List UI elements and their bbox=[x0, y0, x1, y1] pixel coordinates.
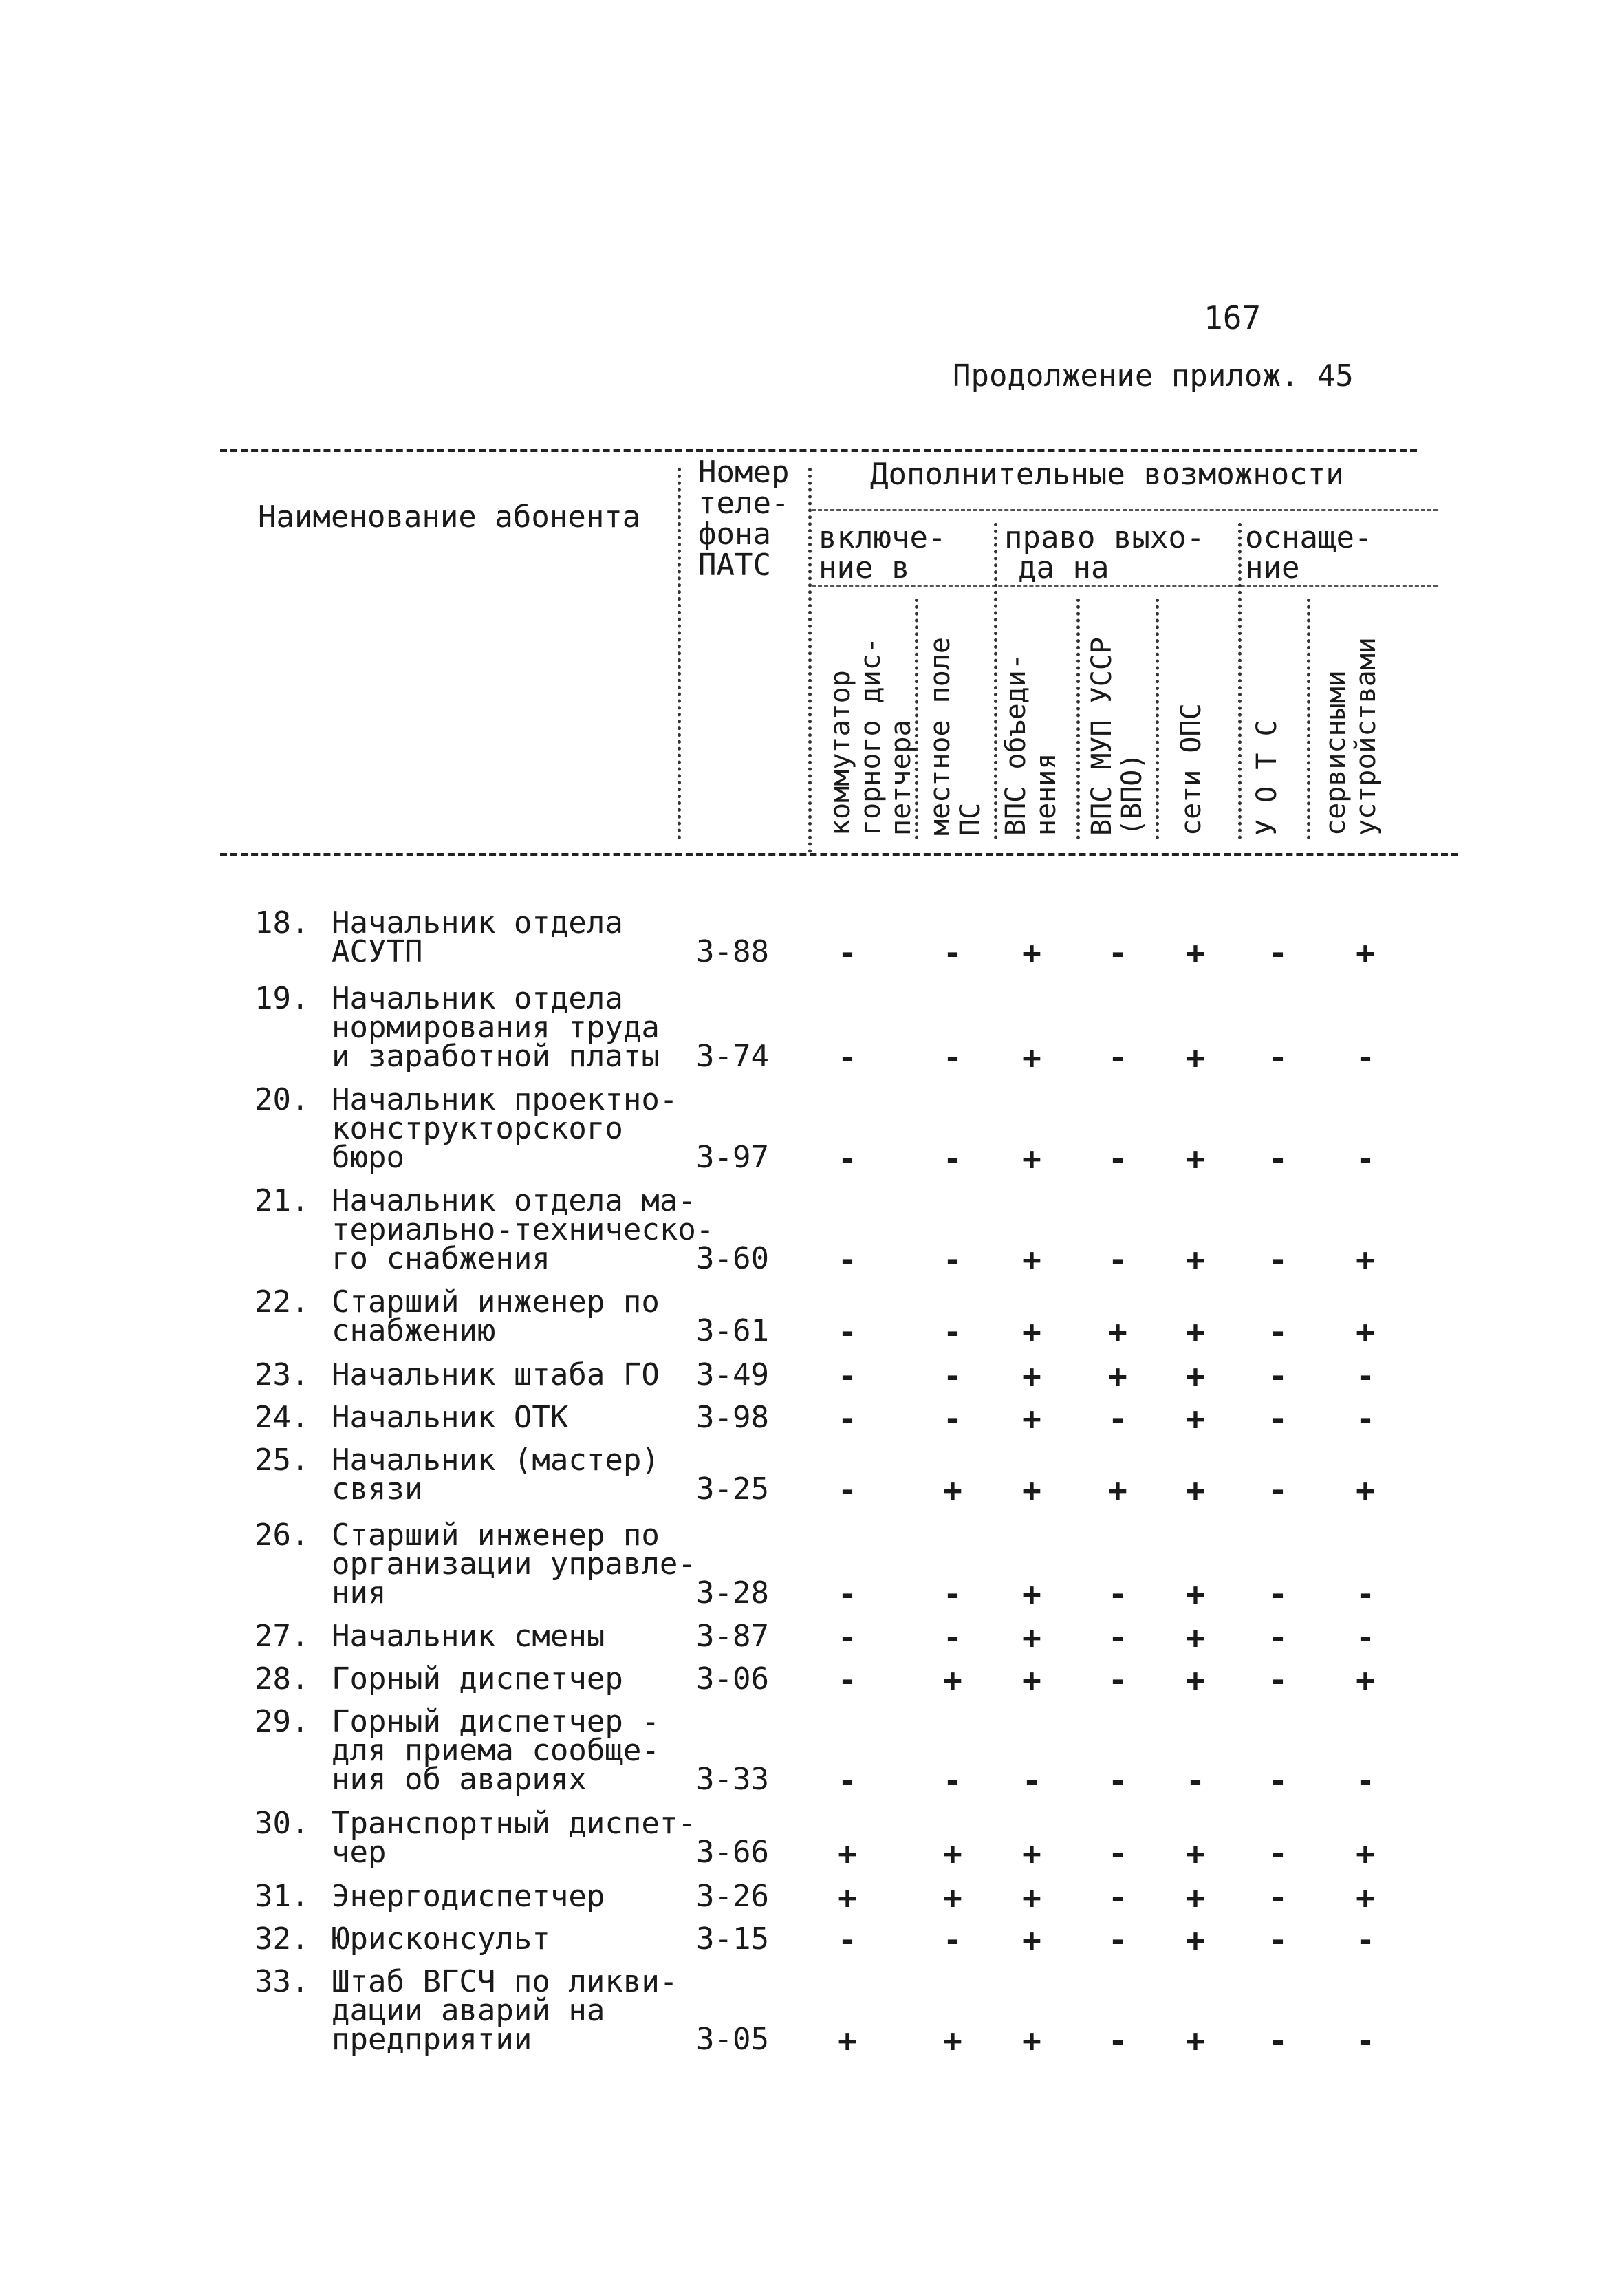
mark-plus: + bbox=[1022, 934, 1041, 971]
mark-plus: + bbox=[943, 2022, 962, 2059]
mark-minus: - bbox=[1268, 1241, 1288, 1278]
mark-plus: + bbox=[1022, 2022, 1041, 2059]
subscriber-name-line: Начальник отдела bbox=[332, 905, 623, 940]
mark-minus: - bbox=[838, 1762, 857, 1799]
subscriber-name-line: Старший инженер по bbox=[332, 1284, 660, 1319]
phone-number: 3-33 bbox=[696, 1762, 769, 1797]
mark-plus: + bbox=[838, 2022, 857, 2059]
row-number: 21. bbox=[255, 1183, 310, 1218]
mark-minus: - bbox=[1108, 1661, 1127, 1699]
group3-line-2: ние bbox=[1245, 550, 1300, 585]
mark-minus: - bbox=[838, 1357, 857, 1394]
phone-number: 3-49 bbox=[696, 1357, 769, 1392]
group1-line-1: включе- bbox=[819, 520, 946, 555]
row-number: 22. bbox=[255, 1284, 310, 1319]
mark-minus: - bbox=[1108, 1400, 1127, 1437]
mark-minus: - bbox=[943, 1575, 962, 1613]
mark-minus: - bbox=[943, 1140, 962, 1177]
mark-minus: - bbox=[1356, 1039, 1375, 1076]
subscriber-name-line: для приема сообще- bbox=[332, 1733, 660, 1768]
mark-minus: - bbox=[943, 1357, 962, 1394]
sub-header-3: ВПС объеди- нения bbox=[1000, 654, 1062, 836]
subscriber-name-line: Начальник проектно- bbox=[332, 1082, 678, 1117]
mark-minus: - bbox=[1268, 2022, 1288, 2059]
mark-minus: - bbox=[1108, 1241, 1127, 1278]
subscriber-name-line: чер bbox=[332, 1835, 387, 1870]
mark-plus: + bbox=[1356, 1879, 1375, 1916]
phone-header-line-2: теле- bbox=[698, 486, 790, 521]
subscriber-name-line: Штаб ВГСЧ по ликви- bbox=[332, 1964, 678, 1999]
mark-minus: - bbox=[838, 1921, 857, 1959]
phone-number: 3-05 bbox=[696, 2022, 769, 2057]
row-number: 29. bbox=[255, 1704, 310, 1739]
mark-plus: + bbox=[1022, 1357, 1041, 1394]
mark-plus: + bbox=[1186, 1575, 1205, 1613]
mark-plus: + bbox=[1022, 1039, 1041, 1076]
sep-sub-6 bbox=[1307, 599, 1310, 839]
group2-line-2: да на bbox=[1018, 550, 1109, 585]
phone-number: 3-66 bbox=[696, 1835, 769, 1870]
mark-minus: - bbox=[1108, 1140, 1127, 1177]
mark-minus: - bbox=[838, 1471, 857, 1509]
subscriber-name-line: Начальник смены bbox=[332, 1619, 605, 1654]
mark-plus: + bbox=[1022, 1471, 1041, 1509]
row-number: 24. bbox=[255, 1400, 310, 1435]
subscriber-name-line: Начальник (мастер) bbox=[332, 1443, 660, 1478]
sub-header-2: местное поле ПС bbox=[924, 637, 986, 836]
mark-plus: + bbox=[1356, 1661, 1375, 1699]
mark-minus: - bbox=[1268, 1921, 1288, 1959]
mark-minus: - bbox=[1356, 1357, 1375, 1394]
mark-plus: + bbox=[943, 1471, 962, 1509]
mark-plus: + bbox=[1022, 1661, 1041, 1699]
sep-sub-4 bbox=[1156, 599, 1159, 839]
mark-plus: + bbox=[1356, 1835, 1375, 1872]
subscriber-name-line: Начальник ОТК bbox=[332, 1400, 569, 1435]
mark-minus: - bbox=[1268, 1879, 1288, 1916]
sub-header-6: У О Т С bbox=[1251, 720, 1283, 836]
phone-header-line-1: Номер bbox=[698, 455, 790, 490]
phone-number: 3-87 bbox=[696, 1619, 769, 1654]
subscriber-name-line: бюро bbox=[332, 1140, 404, 1175]
mark-minus: - bbox=[838, 1241, 857, 1278]
continuation-label: Продолжение прилож. 45 bbox=[953, 358, 1354, 393]
subscriber-name-line: Горный диспетчер - bbox=[332, 1704, 660, 1739]
phone-number: 3-88 bbox=[696, 934, 769, 969]
mark-plus: + bbox=[1022, 1241, 1041, 1278]
mark-plus: + bbox=[1022, 1619, 1041, 1656]
row-number: 33. bbox=[255, 1964, 310, 1999]
phone-number: 3-28 bbox=[696, 1575, 769, 1610]
mark-plus: + bbox=[1186, 1619, 1205, 1656]
header-top-rule bbox=[220, 449, 1417, 452]
mark-minus: - bbox=[1268, 1400, 1288, 1437]
row-number: 20. bbox=[255, 1082, 310, 1117]
row-number: 25. bbox=[255, 1443, 310, 1478]
mark-minus: - bbox=[1108, 1039, 1127, 1076]
phone-number: 3-15 bbox=[696, 1921, 769, 1956]
mark-minus: - bbox=[943, 1400, 962, 1437]
mark-plus: + bbox=[1186, 1661, 1205, 1699]
sub-header-7: сервисными устройствами bbox=[1320, 637, 1382, 836]
phone-number: 3-61 bbox=[696, 1313, 769, 1348]
subscriber-name-line: Начальник отдела ма- bbox=[332, 1183, 696, 1218]
extra-underline bbox=[812, 509, 1438, 511]
mark-plus: + bbox=[838, 1879, 857, 1916]
mark-minus: - bbox=[943, 934, 962, 971]
sep-g2-g3 bbox=[1238, 523, 1242, 839]
row-number: 27. bbox=[255, 1619, 310, 1654]
sep-sub-3 bbox=[1076, 599, 1080, 839]
subscriber-name-line: териально-техническо- bbox=[332, 1212, 715, 1247]
mark-plus: + bbox=[1186, 1140, 1205, 1177]
page-number: 167 bbox=[1204, 299, 1262, 336]
subscriber-name-line: Энергодиспетчер bbox=[332, 1879, 605, 1914]
mark-plus: + bbox=[1022, 1575, 1041, 1613]
subscriber-name-line: Начальник штаба ГО bbox=[332, 1357, 660, 1392]
mark-minus: - bbox=[1268, 1835, 1288, 1872]
mark-minus: - bbox=[1356, 1400, 1375, 1437]
mark-plus: + bbox=[943, 1661, 962, 1699]
mark-minus: - bbox=[1108, 1619, 1127, 1656]
mark-minus: - bbox=[1356, 1762, 1375, 1799]
mark-minus: - bbox=[1356, 2022, 1375, 2059]
extra-capabilities-header: Дополнительные возможности bbox=[870, 457, 1344, 492]
mark-plus: + bbox=[1108, 1313, 1127, 1350]
mark-plus: + bbox=[943, 1879, 962, 1916]
mark-minus: - bbox=[1356, 1575, 1375, 1613]
mark-plus: + bbox=[838, 1835, 857, 1872]
mark-plus: + bbox=[1186, 934, 1205, 971]
subscriber-name-line: Транспортный диспет- bbox=[332, 1806, 696, 1841]
mark-plus: + bbox=[1022, 1400, 1041, 1437]
phone-number: 3-98 bbox=[696, 1400, 769, 1435]
mark-minus: - bbox=[943, 1313, 962, 1350]
phone-number: 3-26 bbox=[696, 1879, 769, 1914]
mark-plus: + bbox=[1108, 1357, 1127, 1394]
row-number: 19. bbox=[255, 981, 310, 1016]
mark-minus: - bbox=[1268, 1039, 1288, 1076]
mark-minus: - bbox=[1108, 934, 1127, 971]
mark-plus: + bbox=[1186, 1039, 1205, 1076]
subscriber-name-line: Юрисконсульт bbox=[332, 1921, 550, 1956]
sub-header-1: коммутатор горного дис- петчера bbox=[825, 637, 917, 836]
sep-phone-extra bbox=[808, 468, 812, 853]
mark-minus: - bbox=[1356, 1619, 1375, 1656]
mark-plus: + bbox=[1356, 934, 1375, 971]
subscriber-name-line: Горный диспетчер bbox=[332, 1661, 623, 1696]
subscriber-name-line: дации аварий на bbox=[332, 1993, 605, 2028]
mark-minus: - bbox=[1108, 1835, 1127, 1872]
mark-minus: - bbox=[1268, 1661, 1288, 1699]
sub-header-5: сети ОПС bbox=[1176, 703, 1207, 836]
mark-minus: - bbox=[838, 1039, 857, 1076]
mark-minus: - bbox=[943, 1039, 962, 1076]
mark-minus: - bbox=[1268, 1575, 1288, 1613]
subscriber-name-line: ния bbox=[332, 1575, 387, 1610]
subscriber-name-line: организации управле- bbox=[332, 1546, 696, 1582]
name-column-header: Наименование абонента bbox=[258, 499, 641, 535]
subscriber-name-line: го снабжения bbox=[332, 1241, 550, 1276]
mark-minus: - bbox=[1108, 2022, 1127, 2059]
subscriber-name-line: АСУТП bbox=[332, 934, 423, 969]
mark-plus: + bbox=[943, 1835, 962, 1872]
mark-minus: - bbox=[1268, 1471, 1288, 1509]
sub-header-4: ВПС МУП УССР (ВПО) bbox=[1086, 637, 1148, 836]
row-number: 31. bbox=[255, 1879, 310, 1914]
mark-minus: - bbox=[838, 1575, 857, 1613]
row-number: 30. bbox=[255, 1806, 310, 1841]
header-bottom-rule bbox=[220, 853, 1458, 856]
subscriber-name-line: Старший инженер по bbox=[332, 1518, 660, 1553]
mark-plus: + bbox=[1022, 1921, 1041, 1959]
mark-plus: + bbox=[1356, 1471, 1375, 1509]
subscriber-name-line: связи bbox=[332, 1471, 423, 1507]
subscriber-name-line: снабжению bbox=[332, 1313, 496, 1348]
mark-plus: + bbox=[1356, 1313, 1375, 1350]
phone-number: 3-60 bbox=[696, 1241, 769, 1276]
mark-minus: - bbox=[1356, 1140, 1375, 1177]
mark-plus: + bbox=[1186, 1357, 1205, 1394]
phone-number: 3-97 bbox=[696, 1140, 769, 1175]
mark-plus: + bbox=[1356, 1241, 1375, 1278]
group1-line-2: ние в bbox=[819, 550, 910, 585]
sep-name-phone bbox=[678, 468, 681, 839]
mark-minus: - bbox=[838, 1661, 857, 1699]
mark-minus: - bbox=[1268, 1140, 1288, 1177]
mark-plus: + bbox=[1186, 1921, 1205, 1959]
group2-line-1: право выхо- bbox=[1004, 520, 1205, 555]
mark-minus: - bbox=[1268, 1357, 1288, 1394]
row-number: 26. bbox=[255, 1518, 310, 1553]
mark-plus: + bbox=[1108, 1471, 1127, 1509]
mark-minus: - bbox=[1022, 1762, 1041, 1799]
sep-g1-g2 bbox=[994, 523, 997, 839]
mark-minus: - bbox=[1108, 1921, 1127, 1959]
mark-plus: + bbox=[1022, 1313, 1041, 1350]
mark-minus: - bbox=[943, 1619, 962, 1656]
mark-minus: - bbox=[943, 1921, 962, 1959]
mark-plus: + bbox=[1186, 1241, 1205, 1278]
phone-number: 3-25 bbox=[696, 1471, 769, 1507]
row-number: 28. bbox=[255, 1661, 310, 1696]
mark-plus: + bbox=[1022, 1140, 1041, 1177]
row-number: 23. bbox=[255, 1357, 310, 1392]
mark-minus: - bbox=[1186, 1762, 1205, 1799]
mark-minus: - bbox=[1108, 1575, 1127, 1613]
mark-minus: - bbox=[1268, 1762, 1288, 1799]
subscriber-name-line: ния об авариях bbox=[332, 1762, 587, 1797]
mark-plus: + bbox=[1022, 1835, 1041, 1872]
mark-minus: - bbox=[838, 934, 857, 971]
mark-plus: + bbox=[1186, 1471, 1205, 1509]
mark-minus: - bbox=[1268, 1619, 1288, 1656]
phone-number: 3-74 bbox=[696, 1039, 769, 1074]
mark-minus: - bbox=[1356, 1921, 1375, 1959]
mark-plus: + bbox=[1022, 1879, 1041, 1916]
subscriber-name-line: Начальник отдела bbox=[332, 981, 623, 1016]
subscriber-name-line: предприятии bbox=[332, 2022, 532, 2057]
mark-plus: + bbox=[1186, 1313, 1205, 1350]
mark-minus: - bbox=[838, 1313, 857, 1350]
mark-plus: + bbox=[1186, 2022, 1205, 2059]
subscriber-name-line: и заработной платы bbox=[332, 1039, 660, 1074]
phone-header-line-4: ПАТС bbox=[698, 548, 771, 583]
mark-minus: - bbox=[838, 1400, 857, 1437]
phone-header-line-3: фона bbox=[698, 517, 771, 552]
row-number: 32. bbox=[255, 1921, 310, 1956]
mark-plus: + bbox=[1186, 1879, 1205, 1916]
mark-minus: - bbox=[943, 1241, 962, 1278]
mark-minus: - bbox=[943, 1762, 962, 1799]
subscriber-name-line: нормирования труда bbox=[332, 1010, 660, 1045]
mark-minus: - bbox=[1268, 1313, 1288, 1350]
mark-minus: - bbox=[838, 1619, 857, 1656]
group3-line-1: оснаще- bbox=[1245, 520, 1373, 555]
mark-plus: + bbox=[1186, 1835, 1205, 1872]
mark-minus: - bbox=[838, 1140, 857, 1177]
mark-minus: - bbox=[1108, 1762, 1127, 1799]
row-number: 18. bbox=[255, 905, 310, 940]
mark-minus: - bbox=[1268, 934, 1288, 971]
mark-minus: - bbox=[1108, 1879, 1127, 1916]
subscriber-name-line: конструкторского bbox=[332, 1111, 623, 1146]
phone-number: 3-06 bbox=[696, 1661, 769, 1696]
mark-plus: + bbox=[1186, 1400, 1205, 1437]
